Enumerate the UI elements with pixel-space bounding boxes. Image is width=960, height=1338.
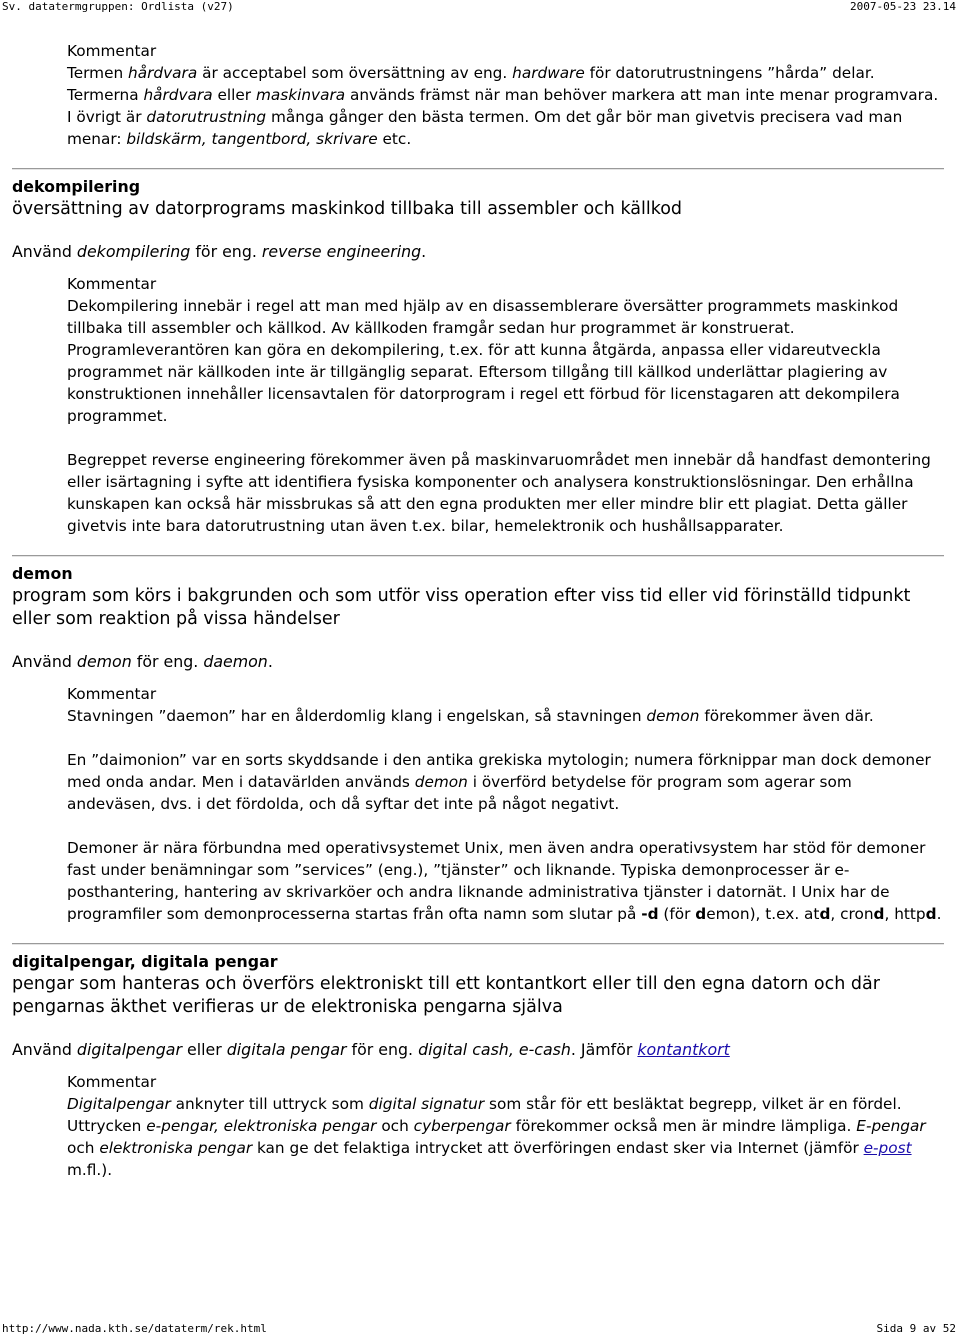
entry-term: dekompilering [12, 177, 141, 196]
entry-demon [12, 563, 944, 925]
header-datetime: 2007-05-23 23.14 [850, 0, 956, 13]
top-comment-text: Termen hårdvara är acceptabel som översättning av eng. hardware för datorutrustningens ”hårda” delar. Termerna hårdvara eller maskinvara används främst när man behöver markera att man inte menar programvara. I övrigt är datorutrustning många gånger den bästa termen. Om det går bör man givetvis precisera vad man menar: bildskärm, tangentbord, skrivare etc. [67, 64, 939, 148]
entry-usage: Använd dekompilering för eng. reverse engineering. [12, 242, 427, 261]
entry-usage: Använd digitalpengar eller digitala pengar för eng. digital cash, e-cash. Jämför kontantkort [12, 1040, 730, 1059]
comment-paragraph: En ”daimonion” var en sorts skyddsande i den antika grekiska mytologin; numera förknippar man dock demoner med onda andar. Men i datavärlden används demon i överförd betydelse för program som agerar som andeväsen, dvs. i det fördolda, och då syftar det inte på något negativt. [67, 751, 931, 813]
footer-page-number: Sida 9 av 52 [876, 1322, 956, 1335]
entry-comment [67, 683, 944, 925]
comment-label: Kommentar [67, 42, 157, 60]
page-content [12, 40, 944, 1181]
top-comment [67, 40, 944, 150]
entry-digitalpengar [12, 951, 944, 1181]
comment-paragraph: Digitalpengar anknyter till uttryck som digital signatur som står för ett besläktat begrepp, vilket är en fördel. Uttrycken e-pengar, elektroniska pengar och cyberpengar förekommer också men är mindre lämpliga. E-pengar och elektroniska pengar kan ge det felaktiga intrycket att överföringen endast sker via Internet (jämför e-post m.fl.). [67, 1095, 926, 1179]
header-title: Sv. datatermgruppen: Ordlista (v27) [2, 0, 234, 13]
comment-label: Kommentar [67, 1073, 157, 1091]
link-e-post[interactable]: e-post [863, 1139, 912, 1157]
separator [12, 943, 944, 945]
entry-dekompilering [12, 176, 944, 537]
entry-definition: översättning av datorprograms maskinkod tillbaka till assembler och källkod [12, 199, 683, 219]
entry-definition: program som körs i bakgrunden och som utför viss operation efter viss tid eller vid förinställd tidpunkt eller som reaktion på vissa händelser [12, 586, 911, 629]
entry-term: demon [12, 564, 73, 583]
page-header [2, 0, 956, 13]
entry-comment [67, 1071, 944, 1181]
footer-url: http://www.nada.kth.se/dataterm/rek.html [2, 1322, 267, 1335]
page-footer [2, 1322, 956, 1335]
entry-term: digitalpengar, digitala pengar [12, 952, 278, 971]
entry-definition: pengar som hanteras och överförs elektroniskt till ett kontantkort eller till den egna datorn och där pengarnas äkthet verifieras ur de elektroniska pengarna själva [12, 974, 880, 1017]
comment-label: Kommentar [67, 275, 157, 293]
comment-paragraph: Stavningen ”daemon” har en ålderdomlig klang i engelskan, så stavningen demon förekommer även där. [67, 707, 874, 725]
separator [12, 168, 944, 170]
comment-paragraph: Demoner är nära förbundna med operativsystemet Unix, men även andra operativsystem har stöd för demoner fast under benämningar som ”services” (eng.), ”tjänster” och liknande. Typiska demonprocesser är e-posthantering, hantering av skrivarköer och andra liknande administrativa tjänster i datornät. I Unix har de programfiler som demonprocesserna startas från ofta namn som slutar på -d (för demon), t.ex. atd, crond, httpd. [67, 839, 942, 923]
comment-paragraph: Begreppet reverse engineering förekommer även på maskinvaruområdet men innebär då handfast demontering eller isärtagning i syfte att identifiera fysiska komponenter och analysera konstruktionslösningar. Den erhållna kunskapen kan också här missbrukas så att den egna produkten mer eller mindre blir ett plagiat. Detta gäller givetvis inte bara datorutrustning utan även t.ex. bilar, hemelektronik och hushållsapparater. [67, 451, 931, 535]
entry-usage: Använd demon för eng. daemon. [12, 652, 273, 671]
entry-comment [67, 273, 944, 537]
comment-paragraph: Dekompilering innebär i regel att man med hjälp av en disassemblerare översätter programmets maskinkod tillbaka till assembler och källkod. Av källkoden framgår sedan hur programmet är konstruerat. Programleverantören kan göra en dekompilering, t.ex. för att kunna åtgärda, anpassa eller vidareutveckla programmet när källkoden inte är tillgänglig separat. Eftersom tillgång till källkod underlättar plagiering av konstruktionen innehåller licensavtalen för datorprogram i regel ett förbud för licenstagaren att dekompilera programmet. [67, 297, 900, 425]
separator [12, 555, 944, 557]
link-kontantkort[interactable]: kontantkort [637, 1040, 730, 1059]
comment-label: Kommentar [67, 685, 157, 703]
